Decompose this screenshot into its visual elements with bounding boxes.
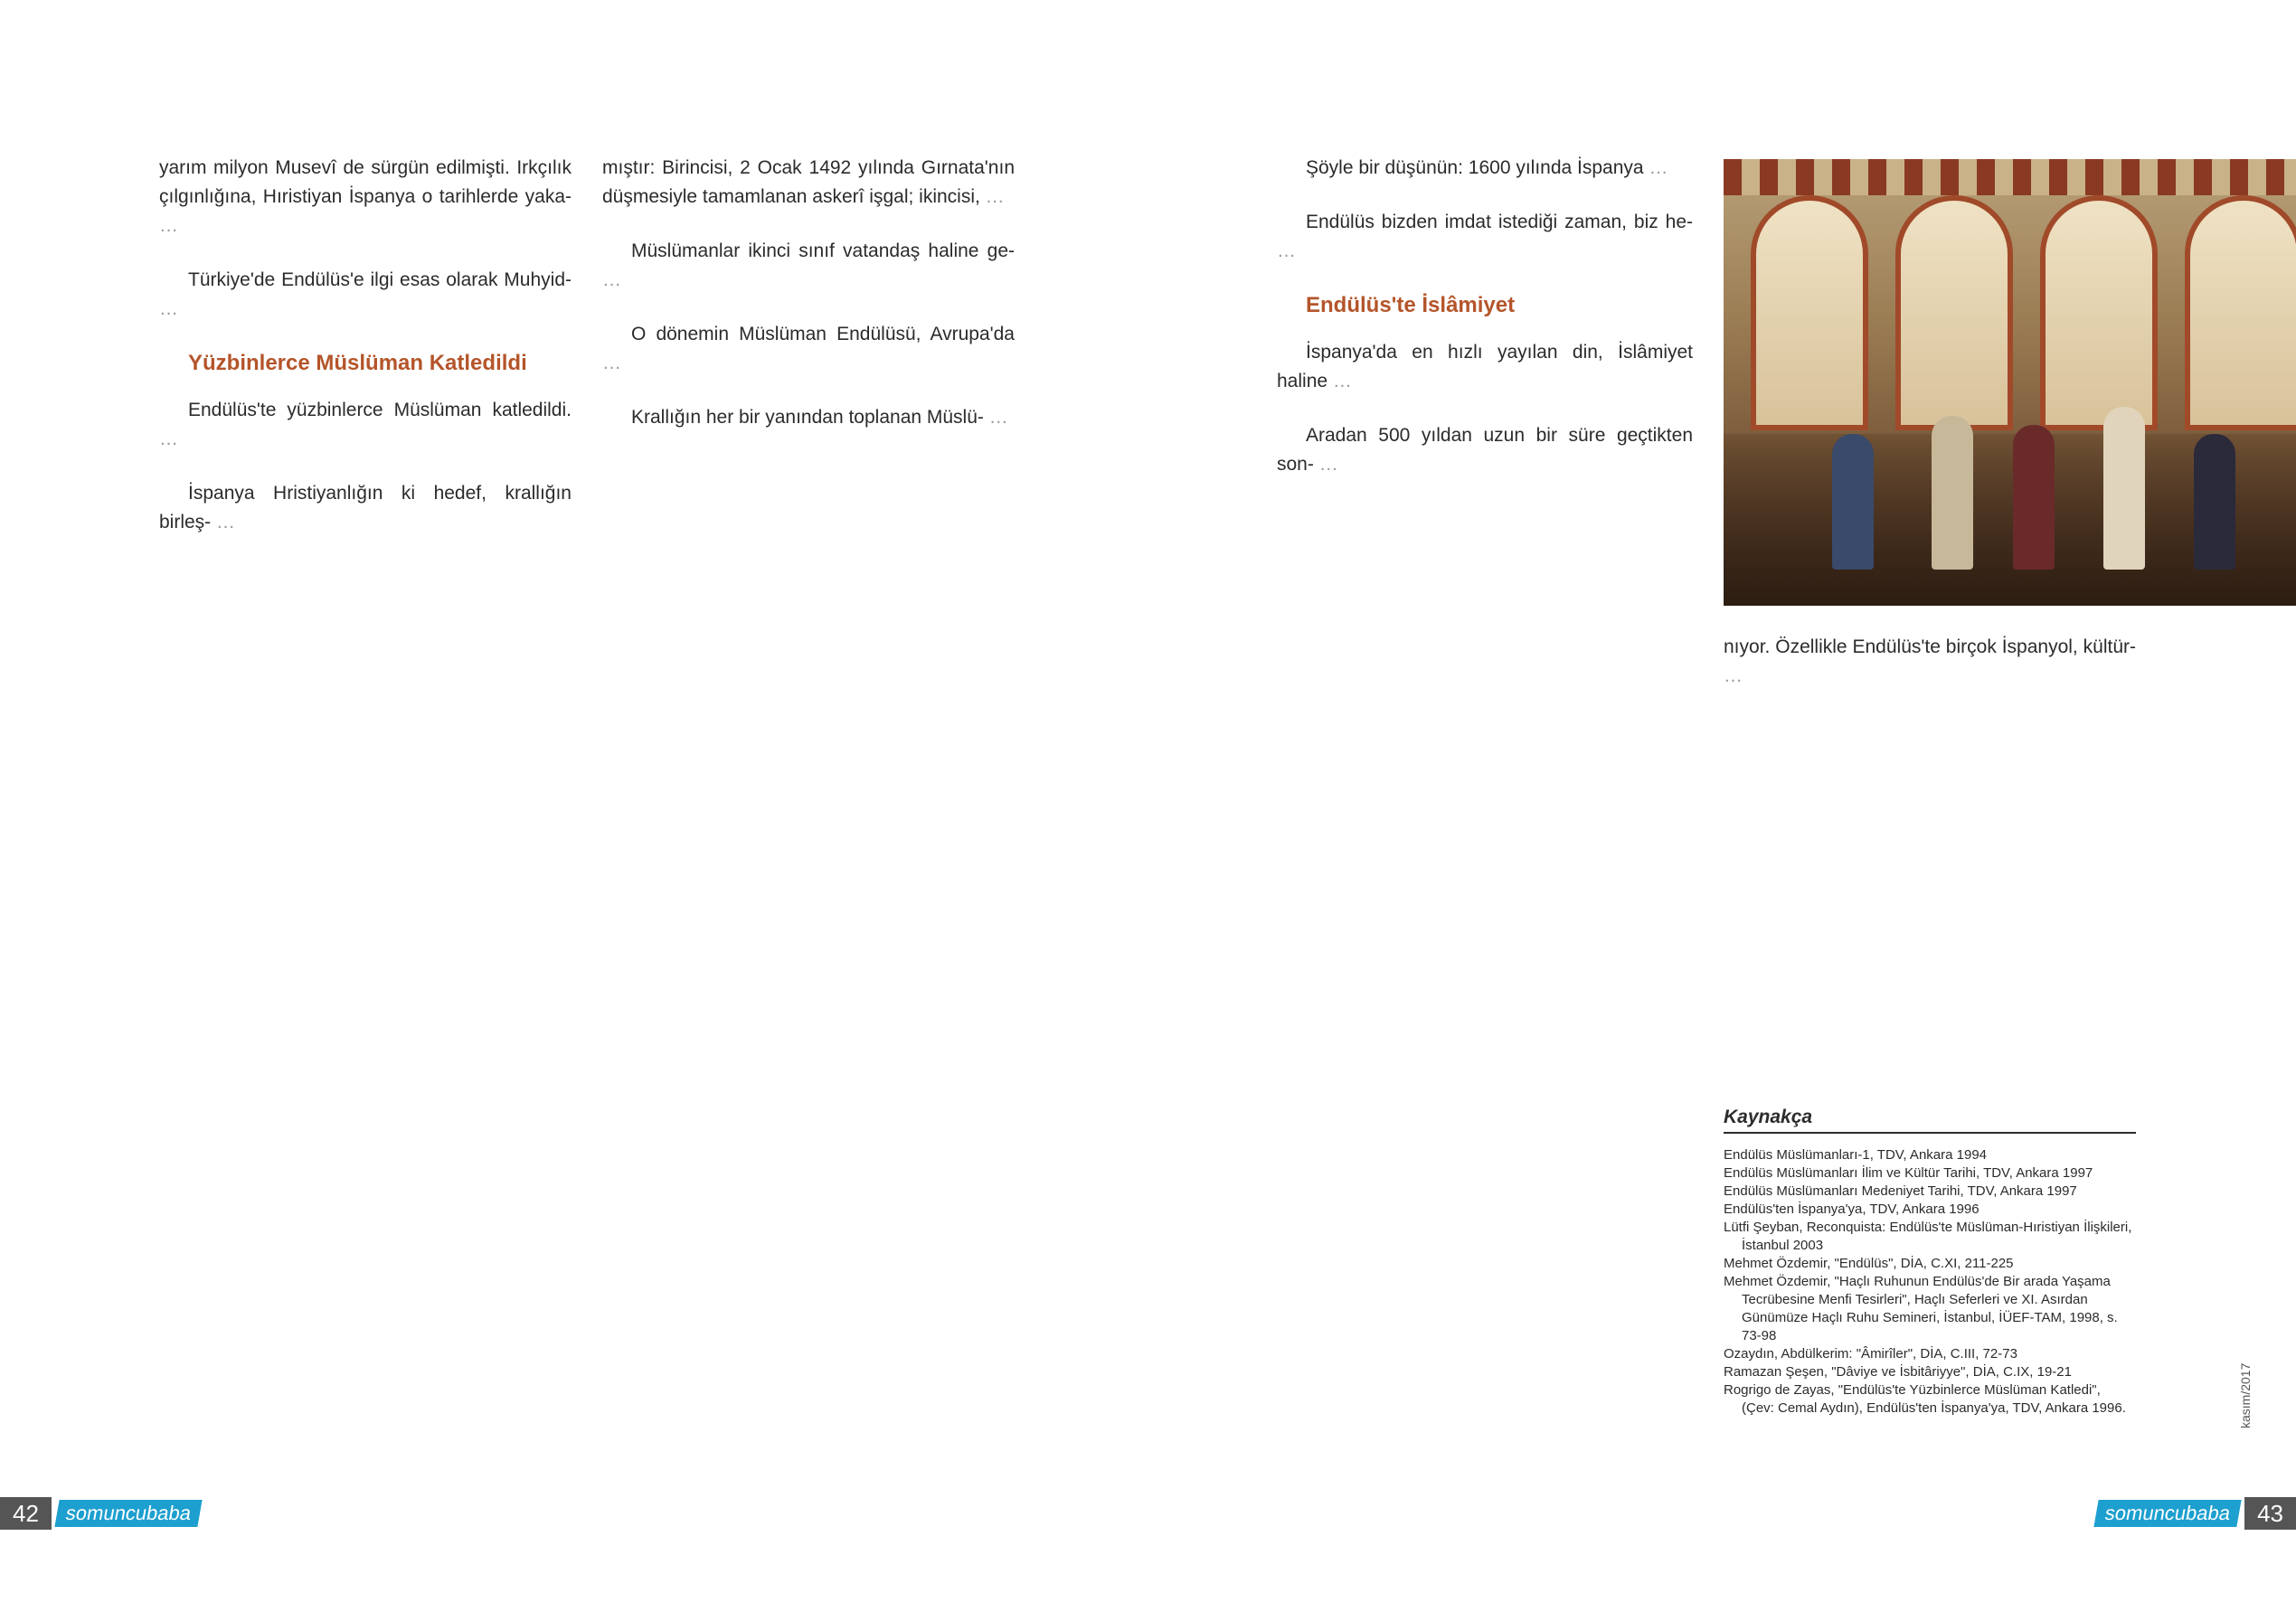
reference-item: Endülüs Müslümanları-1, TDV, Ankara 1994 xyxy=(1724,1147,1987,1163)
painting-arch xyxy=(1751,195,1868,430)
article-column-2 xyxy=(602,154,1015,457)
paragraph: mıştır: Birincisi, 2 Ocak 1492 yılında Gırnata'nın düşmesiyle tamamlanan askerî işgal; ikincisi, … xyxy=(602,157,1015,207)
paragraph: yarım milyon Musevî de sürgün edilmişti. Irkçılık çılgınlığına, Hıristiyan İspanya o tarihlerde yaka- … xyxy=(159,157,572,236)
reference-item: Mehmet Özdemir, "Endülüs", DİA, C.XI, 211-225 xyxy=(1724,1256,2014,1271)
brand-logo-left: somuncubaba xyxy=(54,1500,203,1527)
reference-item: Ozaydın, Abdülkerim: "Âmirîler", DİA, C.III, 72-73 xyxy=(1724,1346,2017,1362)
paragraph: Şöyle bir düşünün: 1600 yılında İspanya … xyxy=(1306,157,1672,178)
brand-logo-right: somuncubaba xyxy=(2093,1500,2242,1527)
painting-figure xyxy=(1932,416,1973,570)
article-column-4 xyxy=(1724,633,2136,716)
alhambra-court-painting xyxy=(1724,159,2296,606)
painting-arch xyxy=(2040,195,2158,430)
paragraph: O dönemin Müslüman Endülüsü, Avrupa'da … xyxy=(602,324,1015,373)
painting-ornament-band xyxy=(1724,159,2296,195)
reference-item: Rogrigo de Zayas, "Endülüs'te Yüzbinlerce Müslüman Katledi", (Çev: Cemal Aydın), Endülüs'ten İspanya'ya, TDV, Ankara 1996. xyxy=(1724,1382,2126,1416)
references-title: Kaynakça xyxy=(1724,1107,2136,1134)
reference-item: Endülüs'ten İspanya'ya, TDV, Ankara 1996 xyxy=(1724,1202,1979,1217)
reference-item: Mehmet Özdemir, "Haçlı Ruhunun Endülüs'de Bir arada Yaşama Tecrübesine Menfi Tesirleri", Haçlı Seferleri ve XI. Asırdan Günümüze Haçlı Ruhu Semineri, İstanbul, İÜEF-TAM, 1998, s. 73-98 xyxy=(1724,1274,2118,1343)
page-number-left: 42 xyxy=(0,1497,52,1530)
paragraph: Endülüs'te yüzbinlerce Müslüman katledildi. … xyxy=(159,400,572,449)
page-number-right: 43 xyxy=(2244,1497,2296,1530)
references xyxy=(1724,1107,2136,1418)
paragraph: nıyor. Özellikle Endülüs'te birçok İspanyol, kültür- … xyxy=(1724,636,2136,686)
article-column-3 xyxy=(1277,154,1693,504)
reference-item: Endülüs Müslümanları Medeniyet Tarihi, TDV, Ankara 1997 xyxy=(1724,1183,2077,1199)
paragraph: Türkiye'de Endülüs'e ilgi esas olarak Muhyid- … xyxy=(159,269,572,319)
footer-right xyxy=(2091,1497,2296,1530)
paragraph: Krallığın her bir yanından toplanan Müslü- … xyxy=(631,407,1012,428)
paragraph: Müslümanlar ikinci sınıf vatandaş haline ge- … xyxy=(602,240,1015,290)
paragraph: Aradan 500 yıldan uzun bir süre geçtikten son- … xyxy=(1277,425,1693,475)
section-heading: Endülüs'te İslâmiyet xyxy=(1306,293,1516,317)
painting-figure xyxy=(2103,407,2145,570)
painting-figure xyxy=(1832,434,1874,570)
paragraph: Endülüs bizden imdat istediği zaman, biz he- … xyxy=(1277,212,1693,261)
painting-arch xyxy=(2185,195,2296,430)
section-heading: Yüzbinlerce Müslüman Katledildi xyxy=(188,351,527,375)
references-list xyxy=(1724,1146,2136,1418)
painting-arch xyxy=(1895,195,2013,430)
article-column-1 xyxy=(159,154,572,562)
reference-item: Lütfi Şeyban, Reconquista: Endülüs'te Müslüman-Hıristiyan İlişkileri, İstanbul 2003 xyxy=(1724,1220,2132,1253)
paragraph: İspanya'da en hızlı yayılan din, İslâmiyet haline … xyxy=(1277,342,1693,391)
paragraph: İspanya Hristiyanlığın ki hedef, krallığın birleş- … xyxy=(159,483,572,532)
issue-date: kasım/2017 xyxy=(2238,1362,2253,1428)
painting-figure xyxy=(2013,425,2055,570)
footer-left xyxy=(0,1497,205,1530)
reference-item: Ramazan Şeşen, "Dâviye ve İsbitâriyye", DİA, C.IX, 19-21 xyxy=(1724,1364,2072,1380)
painting-figure xyxy=(2194,434,2235,570)
reference-item: Endülüs Müslümanları İlim ve Kültür Tarihi, TDV, Ankara 1997 xyxy=(1724,1165,2093,1181)
